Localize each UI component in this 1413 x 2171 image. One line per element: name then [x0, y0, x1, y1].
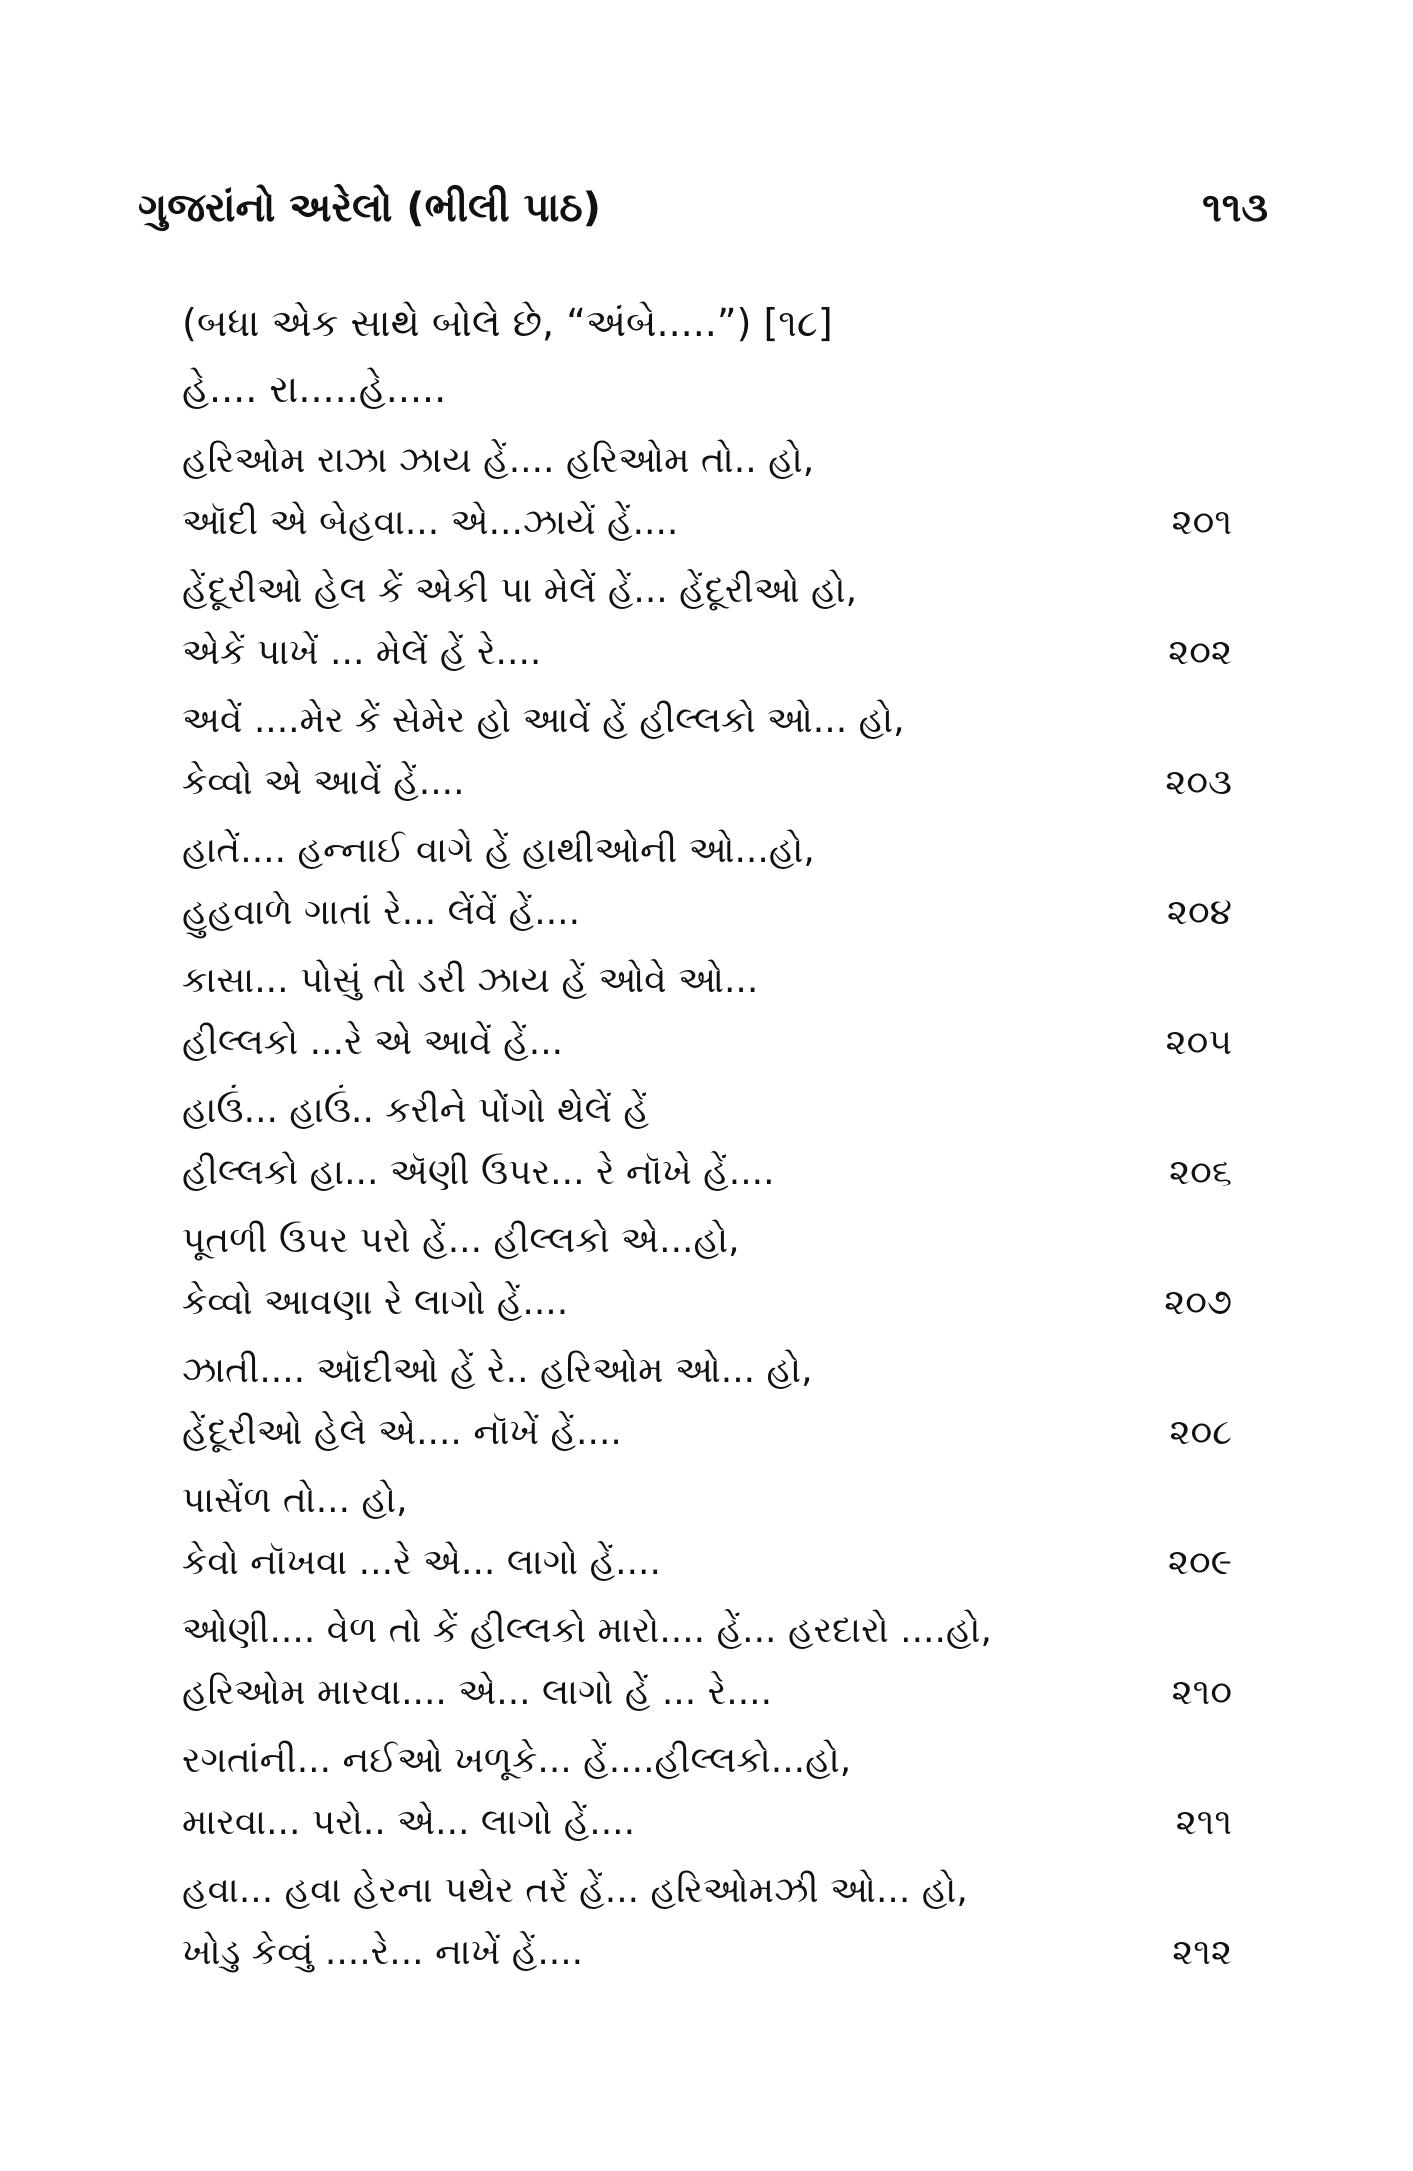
verse-line [182, 1922, 1232, 1984]
page-header [138, 185, 1268, 255]
verse-number: ૨૦૮ [1169, 1412, 1232, 1453]
verse-line-text: હુહવાળે ગાતાં રે... લેંવેં હેં.... [182, 892, 581, 933]
verse-number: ૨૦૯ [1167, 1542, 1232, 1583]
stanza [182, 1470, 1232, 1600]
verse-line [182, 622, 1232, 684]
verse-line-text: હીલ્લકો હા... ઍણી ઉપર... રે નૉખે હેં.... [182, 1152, 775, 1193]
verse-line [182, 752, 1232, 814]
verse-number: ૨૧૨ [1172, 1932, 1232, 1973]
verse-number: ૨૧૧ [1175, 1802, 1232, 1843]
page-number: ૧૧૩ [1202, 185, 1268, 231]
verse-number: ૨૦૨ [1168, 632, 1232, 673]
verse-number: ૨૦૬ [1169, 1152, 1232, 1193]
verse-line-text: કેવ્વો આવણા રે લાગો હેં.... [182, 1282, 569, 1323]
verse-line: હાતેં.... હન્નાઈ વાગે હેં હાથીઓની ઓ...હો, [182, 830, 815, 871]
verse-number: ૨૧૦ [1171, 1672, 1232, 1713]
verse-line [182, 1662, 1232, 1724]
verse-line-text: હેંદૂરીઓ હેલે એ.... નૉખેં હેં.... [182, 1412, 622, 1453]
verse-line: રગતાંની... નઈઓ ખળૂકે... હેં....હીલ્લકો...હો, [182, 1740, 852, 1781]
intro-line: હે.... રા.....હે..... [182, 367, 447, 411]
verse-line: હવા... હવા હેરના પથેર તરેં હેં... હરિઓમઝી ઓ... હો, [182, 1870, 968, 1911]
stanza [182, 820, 1232, 950]
stanza [182, 690, 1232, 820]
stanza [182, 1210, 1232, 1340]
verse-line [182, 1272, 1232, 1334]
intro-line: (બધા એક સાથે બોલે છે, “અંબે.....”) [૧૮] [182, 301, 833, 345]
verse-line-text: કેવ્વો એ આવેં હેં.... [182, 762, 465, 803]
stanza [182, 430, 1232, 560]
verse-line: કાસા... પોસું તો ડરી ઝાય હેં ઓવે ઓ... [182, 960, 759, 1001]
verse-line [182, 882, 1232, 944]
verse-number: ૨૦૧ [1171, 502, 1232, 543]
running-head: ગુજરાંનો અરેલો (ભીલી પાઠ) [138, 185, 601, 231]
stanza [182, 1080, 1232, 1210]
verse-number: ૨૦૪ [1166, 892, 1232, 933]
verse-line [182, 492, 1232, 554]
intro-block [182, 290, 1232, 422]
verse-line: અવેં ....મેર કેં સેમેર હો આવેં હેં હીલ્લકો ઓ... હો, [182, 700, 905, 741]
verse-list [182, 430, 1232, 1990]
verse-line-text: મારવા... પરો.. એ... લાગો હેં.... [182, 1802, 636, 1843]
verse-line-text: હીલ્લકો ...રે એ આવેં હેં... [182, 1022, 564, 1063]
stanza [182, 1730, 1232, 1860]
verse-line: હરિઓમ રાઝા ઝાય હેં.... હરિઓમ તો.. હો, [182, 440, 815, 481]
stanza [182, 950, 1232, 1080]
verse-line-text: ઑદી એ બેહવા... એ...ઝાયેં હેં.... [182, 502, 679, 543]
verse-line-text: ખોડુ કેવ્વું ....રે... નાખેં હેં.... [182, 1932, 584, 1973]
verse-line-text: હરિઓમ મારવા.... એ... લાગો હેં ... રે.... [182, 1672, 773, 1713]
verse-number: ૨૦૩ [1165, 762, 1232, 803]
verse-line [182, 1012, 1232, 1074]
stanza [182, 1340, 1232, 1470]
stanza [182, 560, 1232, 690]
verse-number: ૨૦૫ [1165, 1022, 1232, 1063]
verse-line [182, 1532, 1232, 1594]
verse-line [182, 1792, 1232, 1854]
stanza [182, 1860, 1232, 1990]
verse-line-text: કેવો નૉખવા ...રે એ... લાગો હેં.... [182, 1542, 661, 1583]
verse-line-text: એકેં પાખેં ... મેલેં હેં રે.... [182, 632, 542, 673]
verse-line: પાસેંળ તો... હો, [182, 1480, 408, 1521]
verse-number: ૨૦૭ [1164, 1282, 1232, 1323]
verse-line: હાઉં... હાઉં.. કરીને પોંગો થેલેં હેં [182, 1090, 649, 1131]
verse-line [182, 1402, 1232, 1464]
verse-line: ઝાતી.... ઑદીઓ હેં રે.. હરિઓમ ઓ... હો, [182, 1350, 813, 1391]
verse-line: હેંદૂરીઓ હેલ કેં એકી પા મેલેં હેં... હેંદૂરીઓ હો, [182, 570, 858, 611]
verse-line: પૂતળી ઉપર પરો હેં... હીલ્લકો એ...હો, [182, 1220, 740, 1261]
stanza [182, 1600, 1232, 1730]
verse-line [182, 1142, 1232, 1204]
verse-line: ઓણી.... વેળ તો કેં હીલ્લકો મારો.... હેં... હરદારો ....હો, [182, 1610, 992, 1651]
